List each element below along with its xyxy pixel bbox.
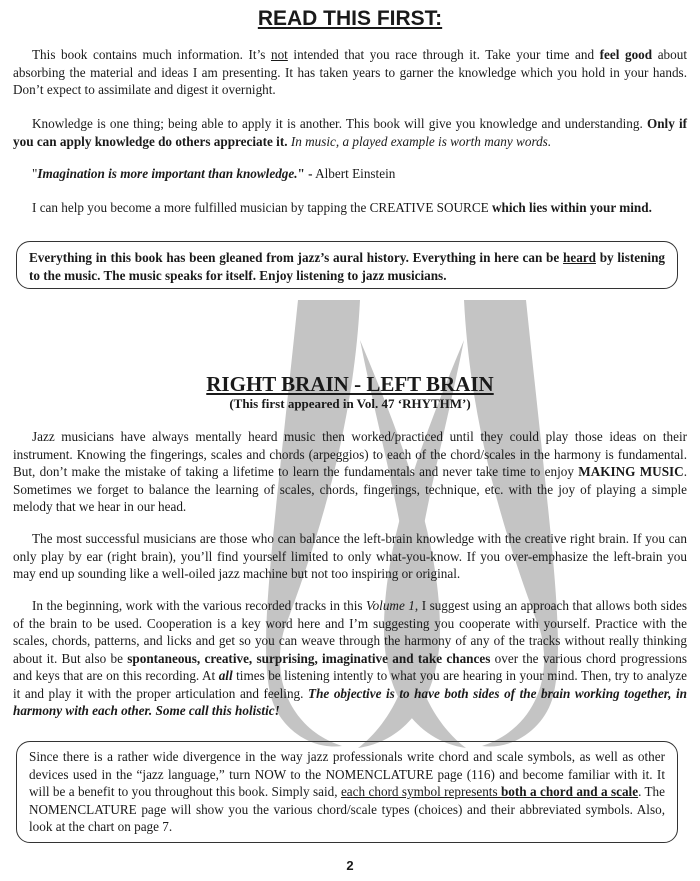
section-title: RIGHT BRAIN - LEFT BRAIN [206,372,494,396]
callout-aural-history: Everything in this book has been gleaned from jazz’s aural history. Everything in here can be heard by listening to the music. The music speaks for itself. Enjoy listening to jazz musicians. [16,241,678,289]
section-subtitle: (This first appeared in Vol. 47 ‘RHYTHM’) [229,396,471,411]
paragraph-beginning: In the beginning, work with the various recorded tracks in this Volume 1, I suggest using an approach that allows both sides of the brain to be used. Cooperation is a key word here and I’m suggesting you cooperate with yourself. Practice with the scales, chords, patterns, and licks and get so you can weave through the harmony of any of the tracks without really thinking about it. But also be spontaneous, creative, surprising, imaginative and take chances over the various chord progressions and keys that are on this recording. At all times be listening intently to what you are hearing in your mind. Then, try to analyze it and play it with the proper articulation and feeling. The objective is to have both sides of the brain working together, in harmony with each other. Some call this holistic! [13,598,687,718]
paragraph-quote: "Imagination is more important than knowledge." - Albert Einstein [32,166,396,181]
paragraph-jazz-musicians: Jazz musicians have always mentally heard music then worked/practiced until they could play those ideas on their instrument. Knowing the fingerings, scales and chords (arpeggios) to each of the chord/scales in the harmony is fundamental. But, don’t make the mistake of taking a lifetime to learn the fundamentals and never take time to enjoy MAKING MUSIC. Sometimes we forget to balance the learning of scales, chords, fingerings, technique, etc. with the joy of playing a simple melody that we hear in our head. [13,429,687,514]
paragraph-intro: This book contains much information. It’s not intended that you race through it. Take your time and feel good about absorbing the material and ideas I am presenting. It has taken years to garner the knowledge which you hold in your hands. Don’t expect to assimilate and digest it overnight. [13,47,687,97]
paragraph-knowledge: Knowledge is one thing; being able to apply it is another. This book will give you knowledge and understanding. Only if you can apply knowledge do others appreciate it. In music, a played example is worth many words. [13,116,687,149]
page-title: READ THIS FIRST: [257,7,443,30]
paragraph-successful-musicians: The most successful musicians are those who can balance the left-brain knowledge with the creative right brain. If you can only play by ear (right brain), you’ll find yourself limited to only what-you-know. If you over-emphasize the left-brain you may end up sounding like a well-oiled jazz machine but not too inspiring or original. [13,531,687,581]
callout-nomenclature: Since there is a rather wide divergence in the way jazz professionals write chord and scale symbols, as well as other devices used in the “jazz language,” turn NOW to the NOMENCLATURE page (116) and become familiar with it. It will be a benefit to you throughout this book. Simply said, each chord symbol represents both a chord and a scale. The NOMENCLATURE page will show you the various chord/scale types (choices) and their abbreviated symbols. Also, look at the chart on page 7. [16,741,678,843]
paragraph-creative-source: I can help you become a more fulfilled musician by tapping the CREATIVE SOURCE which lies within your mind. [32,200,652,215]
page-number: 2 [346,858,354,873]
